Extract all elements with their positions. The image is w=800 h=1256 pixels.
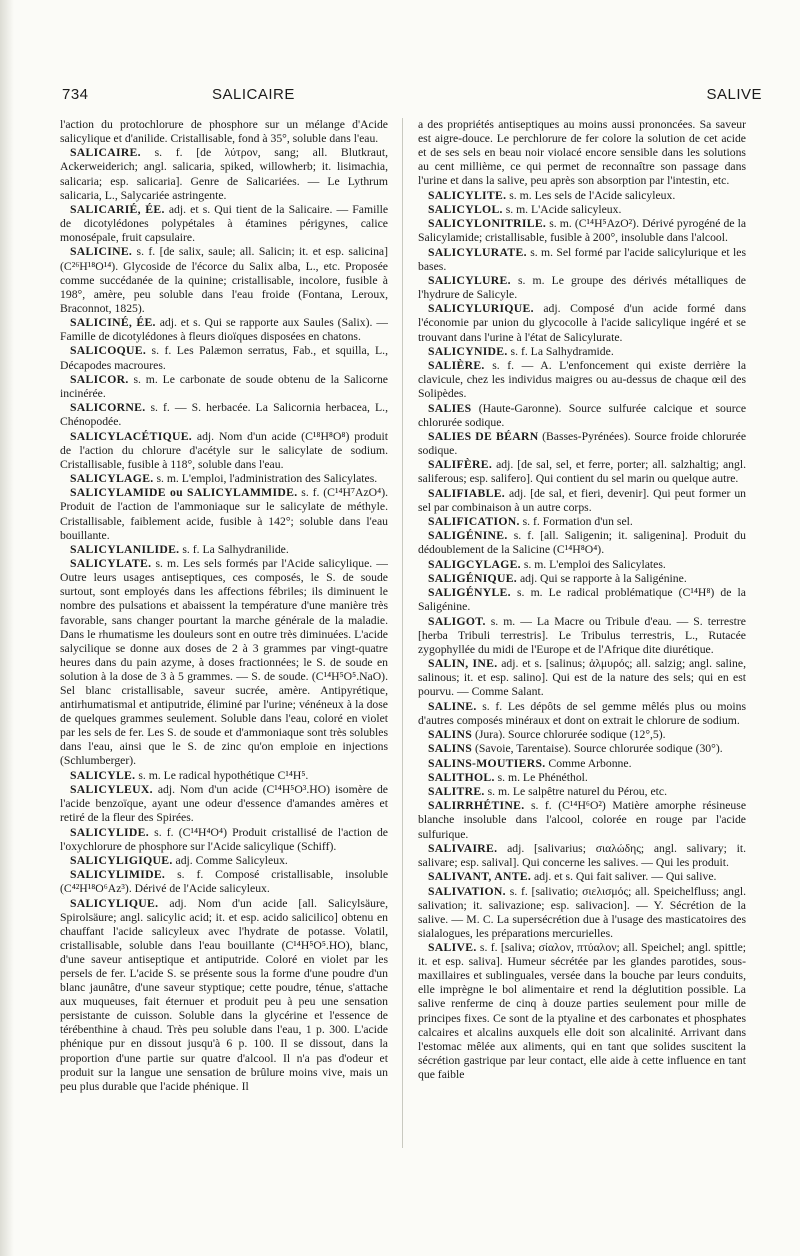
entry-definition: adj. et s. [salinus; ἁλμυρός; all. salzig; angl. saline, salinous; it. et esp. salino]. Qui est de la nature des sels; qui en est pourvu. — Comme Salant.: [418, 657, 746, 699]
dictionary-entry: [418, 458, 746, 486]
entry-definition: s. m. Le radical problématique (C¹⁴H⁸) de la Saligénine.: [418, 586, 746, 614]
entry-headword: SALIFIABLE.: [428, 486, 506, 500]
dictionary-entry: [418, 870, 746, 884]
entry-definition: s. f. (C¹⁴H⁷AzO⁴). Produit de l'action de l'ammoniaque sur le salicylate de méthyle. Cristallisable, faiblement acide, fusible à 142°; soluble dans l'eau bouillante.: [60, 486, 388, 542]
dictionary-entry: [60, 543, 388, 557]
entry-headword: SALICAIRE.: [70, 146, 141, 160]
dictionary-entry: [60, 401, 388, 429]
entry-definition: (Savoie, Tarentaise). Source chlorurée sodique (30°).: [474, 742, 723, 756]
dictionary-entry: [60, 868, 388, 896]
entry-headword: SALIGOT.: [428, 614, 486, 628]
entry-headword: SALICYLITE.: [428, 188, 507, 202]
entry-definition: adj. [de sal, sel, et ferre, porter; all. salzhaltig; angl. saliferous; esp. salifero]. Qui contient du sel marin ou quelque autre.: [418, 458, 746, 486]
entry-headword: SALIÈRE.: [428, 359, 485, 373]
entry-headword: SALICINÉ, ÉE.: [70, 316, 156, 330]
entry-definition: s. f. Composé cristallisable, insoluble (C⁴²H¹⁸O⁶Az³). Dérivé de l'Acide salicyleux.: [60, 868, 388, 896]
entry-definition: s. f. La Salhydranilide.: [182, 542, 289, 556]
entry-definition: s. f. [de λύτρον, sang; all. Blutkraut, Ackerweiderich; angl. salicaria, spiked, willowherb; it. lisimachia, salicaria; esp. salicaria]. Genre de Salicariées. — Le Lythrum salicaria, L., Salycariée astringente.: [60, 146, 388, 202]
dictionary-entry: [60, 344, 388, 372]
dictionary-entry: [418, 302, 746, 344]
dictionary-entry: [60, 783, 388, 825]
entry-definition: s. f. Les dépôts de sel gemme mêlés plus ou moins d'autres composés minéraux et dont on extrait le chlorure de sodium.: [418, 699, 746, 727]
dictionary-entry: [418, 430, 746, 458]
entry-definition: s. m. Le Phénéthol.: [497, 770, 588, 784]
entry-definition: adj. [de sal, et fieri, devenir]. Qui peut former un sel par combinaison à un autre corps.: [418, 486, 746, 514]
entry-headword: SALIFICATION.: [428, 515, 520, 529]
entry-headword: SALICYLIMIDE.: [70, 868, 166, 882]
entry-headword: SALIES DE BÉARN: [428, 429, 539, 443]
dictionary-entry: [60, 316, 388, 344]
entry-headword: SALIN, INE.: [428, 657, 498, 671]
entry-headword: SALICYLAMIDE ou SALICYLAMMIDE.: [70, 486, 298, 500]
dictionary-entry: [418, 757, 746, 771]
entry-definition: (Haute-Garonne). Source sulfurée calcique et source chlorurée sodique.: [418, 401, 746, 429]
dictionary-entry: [418, 785, 746, 799]
entry-headword: SALIVANT, ANTE.: [428, 870, 532, 884]
dictionary-entry: [60, 557, 388, 768]
entry-definition: s. m. Le carbonate de soude obtenu de la Salicorne incinérée.: [60, 372, 388, 400]
entry-headword: SALICYLE.: [70, 768, 136, 782]
entry-headword: SALICYLANILIDE.: [70, 542, 180, 556]
dictionary-entry: [418, 941, 746, 1082]
entry-definition: s. m. Les sels formés par l'Acide salicylique. — Outre leurs usages antiseptiques, ces composés, le S. de soude surtout, sont employés dans les affections fébriles; ils diminuent le nombre des pulsations et abaissent la température d'une manière très favorable, sans changer pourtant la marche générale de la maladie. Dans le rhumatisme les douleurs sont en outre très diminuées. L'acide salycilique se donne aux doses de 2 à 3 grammes par vingt-quatre heures dans du pain azyme, à doses fractionnées; le S. de soude en solution à la dose de 3 à 5 grammes. — S. de soude. (C¹⁴H⁵O⁵.NaO). Sel blanc cristallisable, saveur sucrée, amère. Antipyrétique, antirhumatismal et antiputride, éliminé par l'urine; vénéneux à la dose de quelques grammes seulement. Soluble dans l'eau, coloré en violet par les sels de fer. Les S. de soude et d'ammoniaque sont très solubles dans l'eau, ainsi que le S. de zinc qu'on emploie en injections (Schlumberger).: [60, 557, 388, 768]
entry-definition: s. f. [all. Saligenin; it. saligenina]. Produit du dédoublement de la Salicine (C¹⁴H⁸O⁴).: [418, 529, 746, 557]
entry-definition: s. m. (C¹⁴H⁵AzO²). Dérivé pyrogéné de la Salicylamide; cristallisable, fusible à 200°, insoluble dans l'alcool.: [418, 217, 746, 245]
entry-definition: s. f. La Salhydramide.: [510, 344, 614, 358]
entry-headword: SALIVAIRE.: [428, 841, 498, 855]
dictionary-entry: [60, 118, 388, 146]
dictionary-entry: [418, 189, 746, 203]
entry-headword: SALICYLEUX.: [70, 783, 153, 797]
running-header: [62, 86, 762, 110]
dictionary-entry: [418, 728, 746, 742]
entry-definition: adj. et s. Qui se rapporte aux Saules (Salix). — Famille de dicotylédones à fleurs dioïques disposées en chatons.: [60, 316, 388, 344]
entry-headword: SALICYLIQUE.: [70, 896, 159, 910]
entry-definition: s. m. — La Macre ou Tribule d'eau. — S. terrestre [herba Tribuli terrestris]. Le Tribulus terrestris, L., Rutacée zygophyllée du midi de l'Europe et de l'Afrique dite diurétique.: [418, 614, 746, 656]
left-column: [60, 118, 388, 1158]
entry-definition: adj. et s. Qui fait saliver. — Qui salive.: [534, 870, 717, 884]
entry-definition: s. m. Le salpêtre naturel du Pérou, etc.: [487, 785, 668, 799]
dictionary-entry: [60, 146, 388, 202]
running-head-left: SALICAIRE: [212, 86, 295, 103]
dictionary-entry: [60, 826, 388, 854]
dictionary-entry: [60, 769, 388, 783]
dictionary-entry: [418, 217, 746, 245]
dictionary-entry: [418, 515, 746, 529]
entry-definition: adj. Nom d'un acide (C¹⁴H⁵O³.HO) isomère de l'acide benzoïque, ayant une odeur d'essence d'amandes amères et retiré de la fleur des Spirées.: [60, 783, 388, 825]
dictionary-entry: [418, 345, 746, 359]
dictionary-entry: [60, 486, 388, 542]
entry-definition: Comme Arbonne.: [548, 756, 632, 770]
entry-headword: SALICORNE.: [70, 401, 146, 415]
entry-definition: adj. Nom d'un acide [all. Salicylsäure, Spirolsäure; angl. salicylic acid; it. et esp. acido salicilico] obtenu en chauffant l'acide salicyleux avec l'hydrate de potasse. Volatil, cristallisable, soluble dans l'eau bouillante (C¹⁴H⁵O⁵.HO), blanc, d'une saveur antiseptique et antiputride. Coloré en violet par les persels de fer. L'acide S. se présente sous la forme d'une poudre d'un blanc jaunâtre, d'une saveur styptique; cette poudre, ténue, s'attache aux muqueuses, fait éternuer et produit peu à peu une sensation persistante de cuisson. Soluble dans la glycérine et l'essence de térébenthine à chaud. Très peu soluble dans l'eau, 1 p. 300. L'acide phénique pur en dissout jusqu'à 6 p. 100. Il se dissout, dans la proportion d'une partie sur quatre d'alcool. Il n'a pas d'odeur et produit sur la langue une sensation de brûlure moins vive, mais un peu plus durable que l'acide phénique. Il: [60, 896, 388, 1093]
entry-definition: s. f. Formation d'un sel.: [522, 515, 633, 529]
entry-definition: s. m. Le radical hypothétique C¹⁴H⁵.: [138, 768, 309, 782]
dictionary-entry: [60, 373, 388, 401]
entry-definition: s. f. Les Palæmon serratus, Fab., et squilla, L., Décapodes macroures.: [60, 344, 388, 372]
page-number: 734: [62, 86, 89, 103]
entry-definition: (Basses-Pyrénées). Source froide chlorurée sodique.: [418, 429, 746, 458]
dictionary-entry: [418, 657, 746, 699]
entry-headword: SALIGÉNIQUE.: [428, 572, 518, 585]
entry-headword: SALICYLURATE.: [428, 245, 527, 259]
entry-definition: s. m. Le groupe des dérivés métalliques de l'hydrure de Salicyle.: [418, 273, 746, 302]
entry-headword: SALICYLATE.: [70, 557, 152, 571]
dictionary-entry: [60, 203, 388, 245]
entry-headword: SALICYLURE.: [428, 273, 511, 287]
entry-definition: s. f. [de salix, saule; all. Salicin; it. et esp. salicina] (C²⁶H¹⁸O¹⁴). Glycoside de l'écorce du Salix alba, L., etc. Proposée comme succédanée de la quinine; cristallisable, incolore, fusible à 198°, amère, peu soluble dans l'eau froide (Fontana, Leroux, Braconnot, 1825).: [60, 245, 388, 315]
entry-headword: SALIVATION.: [428, 884, 506, 898]
entry-definition: s. f. (C¹⁴H⁶O²) Matière amorphe résineuse blanche insoluble dans l'alcool, colorée en rouge par l'acide sulfurique.: [418, 799, 746, 841]
dictionary-entry: [60, 854, 388, 868]
column-divider: [402, 118, 403, 1148]
entry-headword: SALIFÈRE.: [428, 458, 493, 472]
dictionary-entry: [418, 885, 746, 941]
entry-definition: s. f. [saliva; σίαλον, πτύαλον; all. Speichel; angl. spittle; it. et esp. saliva]. Humeur sécrétée par les glandes parotides, sous-maxillaires et sublinguales, versée dans la bouche par leurs conduits, elle imprègne le bol alimentaire et rend la déglutition possible. La salive renferme de cinq à douze parties seulement pour mille de principes fixes. Ce sont de la ptyaline et des carbonates et phosphates calcaires et alcalins auxquels elle doit son alcalinité. Arrivant dans l'estomac mêlée aux aliments, qui en tant que solides suscitent la sécrétion gastrique par leur contact, elle aide à cette influence en tant que faible: [418, 941, 746, 1081]
dictionary-entry: [418, 359, 746, 401]
entry-definition: s. m. Sel formé par l'acide salicylurique et les bases.: [418, 245, 746, 273]
entry-definition: s. f. [salivatio; σιελισμός; all. Speichelfluss; angl. salivation; it. salivazione; esp. salivacion]. — Y. Sécrétion de la salive. — M. C. La supersécrétion due à l'usage des masticatoires des sialalogues, les préparations mercurielles.: [418, 884, 746, 940]
entry-headword: SALICYLONITRILE.: [428, 217, 547, 231]
entry-headword: SALINS-MOUTIERS.: [428, 756, 546, 770]
entry-definition: l'action du protochlorure de phosphore sur un mélange d'Acide salicylique et d'anilide. Cristallisable, fond à 35°, soluble dans l'eau.: [60, 118, 388, 146]
entry-headword: SALICYLOL.: [428, 202, 503, 216]
entry-headword: SALINE.: [428, 699, 477, 713]
entry-headword: SALICOR.: [70, 372, 129, 386]
dictionary-entry: [418, 529, 746, 557]
dictionary-entry: [60, 430, 388, 472]
entry-definition: s. m. Les sels de l'Acide salicyleux.: [509, 188, 676, 202]
entry-headword: SALICYLURIQUE.: [428, 302, 534, 316]
entry-headword: SALIGÉNYLE.: [428, 586, 511, 600]
entry-definition: s. m. L'emploi des Salicylates.: [523, 557, 666, 571]
dictionary-entry: [418, 246, 746, 274]
dictionary-entry: [418, 586, 746, 614]
entry-headword: SALICARIÉ, ÉE.: [70, 202, 165, 216]
entry-headword: SALINS: [428, 742, 473, 756]
entry-definition: s. f. — A. L'enfoncement qui existe derrière la clavicule, chez les individus maigres ou au-dessus de chaque œil des Solipèdes.: [418, 359, 746, 401]
entry-headword: SALIES: [428, 401, 472, 415]
dictionary-entry: [60, 897, 388, 1094]
running-head-right: SALIVE: [706, 86, 762, 103]
entry-definition: adj. et s. Qui tient de la Salicaire. — Famille de dicotylédones polypétales à étamines périgynes, calice monosépale, fruit capsulaire.: [60, 202, 388, 245]
entry-headword: SALICYNIDE.: [428, 344, 508, 358]
dictionary-entry: [418, 203, 746, 217]
entry-definition: adj. Nom d'un acide (C¹⁸H⁸O⁸) produit de l'action du chlorure d'acétyle sur le salicylate de sodium. Cristallisable, fusible à 118°, soluble dans l'eau.: [60, 429, 388, 471]
entry-headword: SALICYLAGE.: [70, 472, 154, 486]
entry-headword: SALINS: [428, 727, 473, 741]
entry-definition: s. m. L'Acide salicyleux.: [505, 202, 622, 216]
entry-definition: adj. Comme Salicyleux.: [175, 853, 288, 867]
entry-definition: s. f. (C¹⁴H⁴O⁴) Produit cristallisé de l'action de l'oxychlorure de phosphore sur l'Acide salicylique (Schiff).: [60, 825, 388, 853]
dictionary-entry: [418, 572, 746, 586]
entry-headword: SALIRRHÉTINE.: [428, 799, 525, 813]
entry-headword: SALIVE.: [428, 941, 477, 955]
entry-definition: (Jura). Source chlorurée sodique (12°,5).: [474, 727, 666, 741]
entry-headword: SALITHOL.: [428, 770, 495, 784]
dictionary-entry: [418, 842, 746, 870]
right-column: [418, 118, 746, 1158]
dictionary-entry: [418, 615, 746, 657]
dictionary-entry: [418, 799, 746, 841]
entry-definition: adj. Qui se rapporte à la Saligénine.: [519, 572, 687, 585]
entry-headword: SALICOQUE.: [70, 344, 147, 358]
entry-definition: adj. [salivarius; σιαλώδης; angl. salivary; it. salivare; esp. salival]. Qui concerne les salives. — Qui les produit.: [418, 841, 746, 869]
entry-definition: s. m. L'emploi, l'administration des Salicylates.: [156, 472, 378, 486]
dictionary-entry: [418, 274, 746, 302]
entry-headword: SALIGCYLAGE.: [428, 557, 521, 571]
entry-definition: adj. Composé d'un acide formé dans l'économie par union du glycocolle à l'acide salicylique ingéré et se trouvant dans l'urine à l'état de Salicylurate.: [418, 302, 746, 344]
dictionary-entry: [418, 742, 746, 756]
entry-definition: a des propriétés antiseptiques au moins aussi prononcées. Sa saveur est aigre-douce. Le perchlorure de fer colore la solution de cet acide et de ses sels en beau noir violacé encore sensible dans les solutions au cent millième, ce qui permet de reconnaître son passage dans l'urine et dans la salive, peu après son absorption par l'intestin, etc.: [418, 118, 746, 188]
dictionary-entry: [418, 771, 746, 785]
entry-headword: SALICINE.: [70, 245, 133, 259]
entry-headword: SALICYLIGIQUE.: [70, 853, 173, 867]
entry-definition: s. f. — S. herbacée. La Salicornia herbacea, L., Chénopodée.: [60, 401, 388, 429]
entry-headword: SALIGÉNINE.: [428, 529, 508, 543]
dictionary-entry: [418, 402, 746, 430]
dictionary-entry: [60, 245, 388, 315]
dictionary-entry: [60, 472, 388, 486]
dictionary-entry: [418, 558, 746, 572]
dictionary-entry: [418, 118, 746, 188]
entry-headword: SALICYLIDE.: [70, 825, 149, 839]
dictionary-entry: [418, 700, 746, 728]
entry-headword: SALITRE.: [428, 785, 485, 799]
page-edge-shadow: [0, 0, 14, 1256]
entry-headword: SALICYLACÉTIQUE.: [70, 429, 193, 443]
dictionary-entry: [418, 487, 746, 515]
